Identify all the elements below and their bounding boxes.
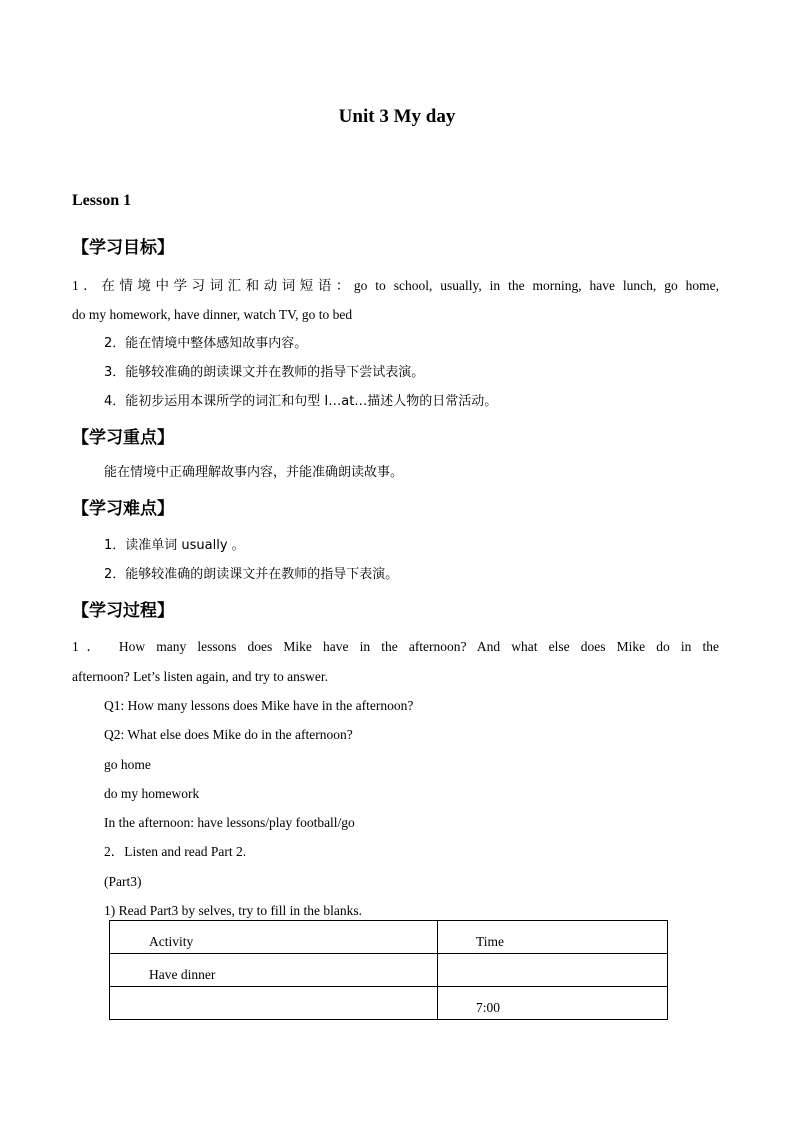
table-cell-time [438,954,668,987]
key-points-heading: 【学习重点】 [72,428,174,448]
question-1: Q1: How many lessons does Mike have in the afternoon? [104,698,414,713]
answer-homework: do my homework [104,786,200,801]
objectives-heading: 【学习目标】 [72,238,174,258]
process-step-1-line-1: 1． How many lessons does Mike have in the afternoon? And what else does Mike do in the [72,639,719,654]
table-cell-time: 7:00 [438,987,668,1020]
objective-item-2: 2．能在情境中整体感知故事内容。 [104,336,308,351]
objective-item-1-line-2: do my homework, have dinner, watch TV, go to bed [72,307,353,322]
table-header-time: Time [438,921,668,954]
table-cell-activity: Have dinner [110,954,438,987]
answer-afternoon: In the afternoon: have lessons/play football/go [104,815,355,830]
table-header-row [110,921,668,954]
question-2: Q2: What else does Mike do in the afternoon? [104,727,353,742]
difficulty-item-1: 1．读准单词 usually 。 [104,538,245,553]
key-points-text: 能在情境中正确理解故事内容，并能准确朗读故事。 [104,465,404,480]
document-title: Unit 3 My day [338,106,456,127]
part3-label: (Part3) [104,874,142,889]
difficulties-heading: 【学习难点】 [72,499,174,519]
lesson-heading: Lesson 1 [72,192,132,209]
objective-item-3: 3．能够较准确的朗读课文并在教师的指导下尝试表演。 [104,365,425,380]
objective-item-1-line-1: 1．在情境中学习词汇和动词短语：go to school, usually, in the morning, have lunch, go home, [72,278,719,293]
objective-item-4: 4．能初步运用本课所学的词汇和句型 I…at…描述人物的日常活动。 [104,394,498,409]
part3-task: 1) Read Part3 by selves, try to fill in the blanks. [104,903,362,918]
table-row [110,954,668,987]
difficulty-item-2: 2．能够较准确的朗读课文并在教师的指导下表演。 [104,567,399,582]
process-heading: 【学习过程】 [72,601,174,621]
table-header-activity: Activity [110,921,438,954]
answer-go-home: go home [104,757,151,772]
process-step-2: 2．Listen and read Part 2. [104,844,247,859]
fill-in-table [109,920,668,1020]
table-row [110,987,668,1020]
table-cell-activity [110,987,438,1020]
process-step-1-line-2: afternoon? Let’s listen again, and try to answer. [72,669,329,684]
